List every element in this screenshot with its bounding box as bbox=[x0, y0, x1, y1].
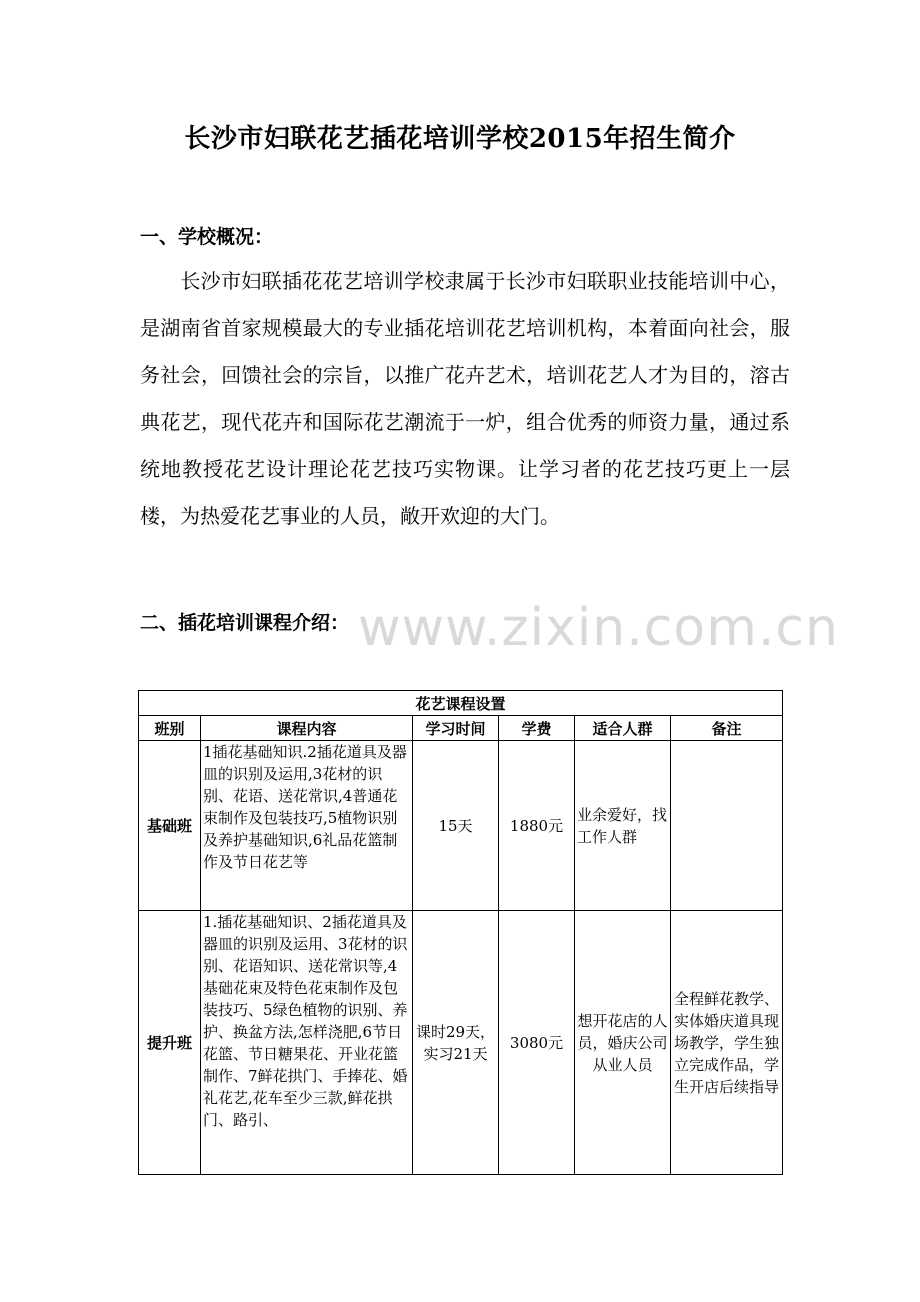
header-note: 备注 bbox=[671, 716, 783, 741]
table-caption: 花艺课程设置 bbox=[139, 691, 783, 716]
section-heading-courses: 二、插花培训课程介绍： bbox=[140, 612, 350, 634]
watermark: www.zixin.com.cn bbox=[358, 598, 839, 658]
audience-cell: 想开花店的人员，婚庆公司从业人员 bbox=[575, 911, 671, 1175]
header-class: 班别 bbox=[139, 716, 201, 741]
duration-cell: 课时29天，实习21天 bbox=[413, 911, 499, 1175]
audience-cell: 业余爱好，找工作人群 bbox=[575, 741, 671, 911]
class-cell: 基础班 bbox=[139, 741, 201, 911]
note-cell: 全程鲜花教学、实体婚庆道具现场教学，学生独立完成作品，学生开店后续指导 bbox=[671, 911, 783, 1175]
note-cell bbox=[671, 741, 783, 911]
header-content: 课程内容 bbox=[201, 716, 413, 741]
content-cell: 1.插花基础知识、2插花道具及器皿的识别及运用、3花材的识别、花语知识、送花常识等,4基础花束及特色花束制作及包装技巧、5绿色植物的识别、养护、换盆方法,怎样浇肥,6节日花篮、节日糖果花、开业花篮制作、7鲜花拱门、手捧花、婚礼花艺,花车至少三款,鲜花拱门、路引、 bbox=[201, 911, 413, 1175]
duration-cell: 15天 bbox=[413, 741, 499, 911]
course-table bbox=[138, 690, 783, 1175]
table-header-row bbox=[139, 716, 783, 741]
header-fee: 学费 bbox=[499, 716, 575, 741]
document-title: 长沙市妇联花艺插花培训学校2015年招生简介 bbox=[184, 124, 736, 154]
section-heading-overview: 一、学校概况： bbox=[140, 226, 274, 248]
class-cell: 提升班 bbox=[139, 911, 201, 1175]
school-overview-paragraph bbox=[140, 258, 790, 540]
header-duration: 学习时间 bbox=[413, 716, 499, 741]
overview-text: 长沙市妇联插花花艺培训学校隶属于长沙市妇联职业技能培训中心，是湖南省首家规模最大的专业插花培训花艺培训机构，本着面向社会，服务社会，回馈社会的宗旨，以推广花卉艺术，培训花艺人才为目的，溶古典花艺，现代花卉和国际花艺潮流于一炉，组合优秀的师资力量，通过系统地教授花艺设计理论花艺技巧实物课。让学习者的花艺技巧更上一层楼，为热爱花艺事业的人员，敞开欢迎的大门。 bbox=[140, 269, 790, 528]
header-audience: 适合人群 bbox=[575, 716, 671, 741]
table-row bbox=[139, 911, 783, 1175]
content-cell: 1插花基础知识.2插花道具及器皿的识别及运用,3花材的识别、花语、送花常识,4普通花束制作及包装技巧,5植物识别及养护基础知识,6礼品花篮制作及节日花艺等 bbox=[201, 741, 413, 911]
fee-cell: 1880元 bbox=[499, 741, 575, 911]
table-row bbox=[139, 741, 783, 911]
fee-cell: 3080元 bbox=[499, 911, 575, 1175]
